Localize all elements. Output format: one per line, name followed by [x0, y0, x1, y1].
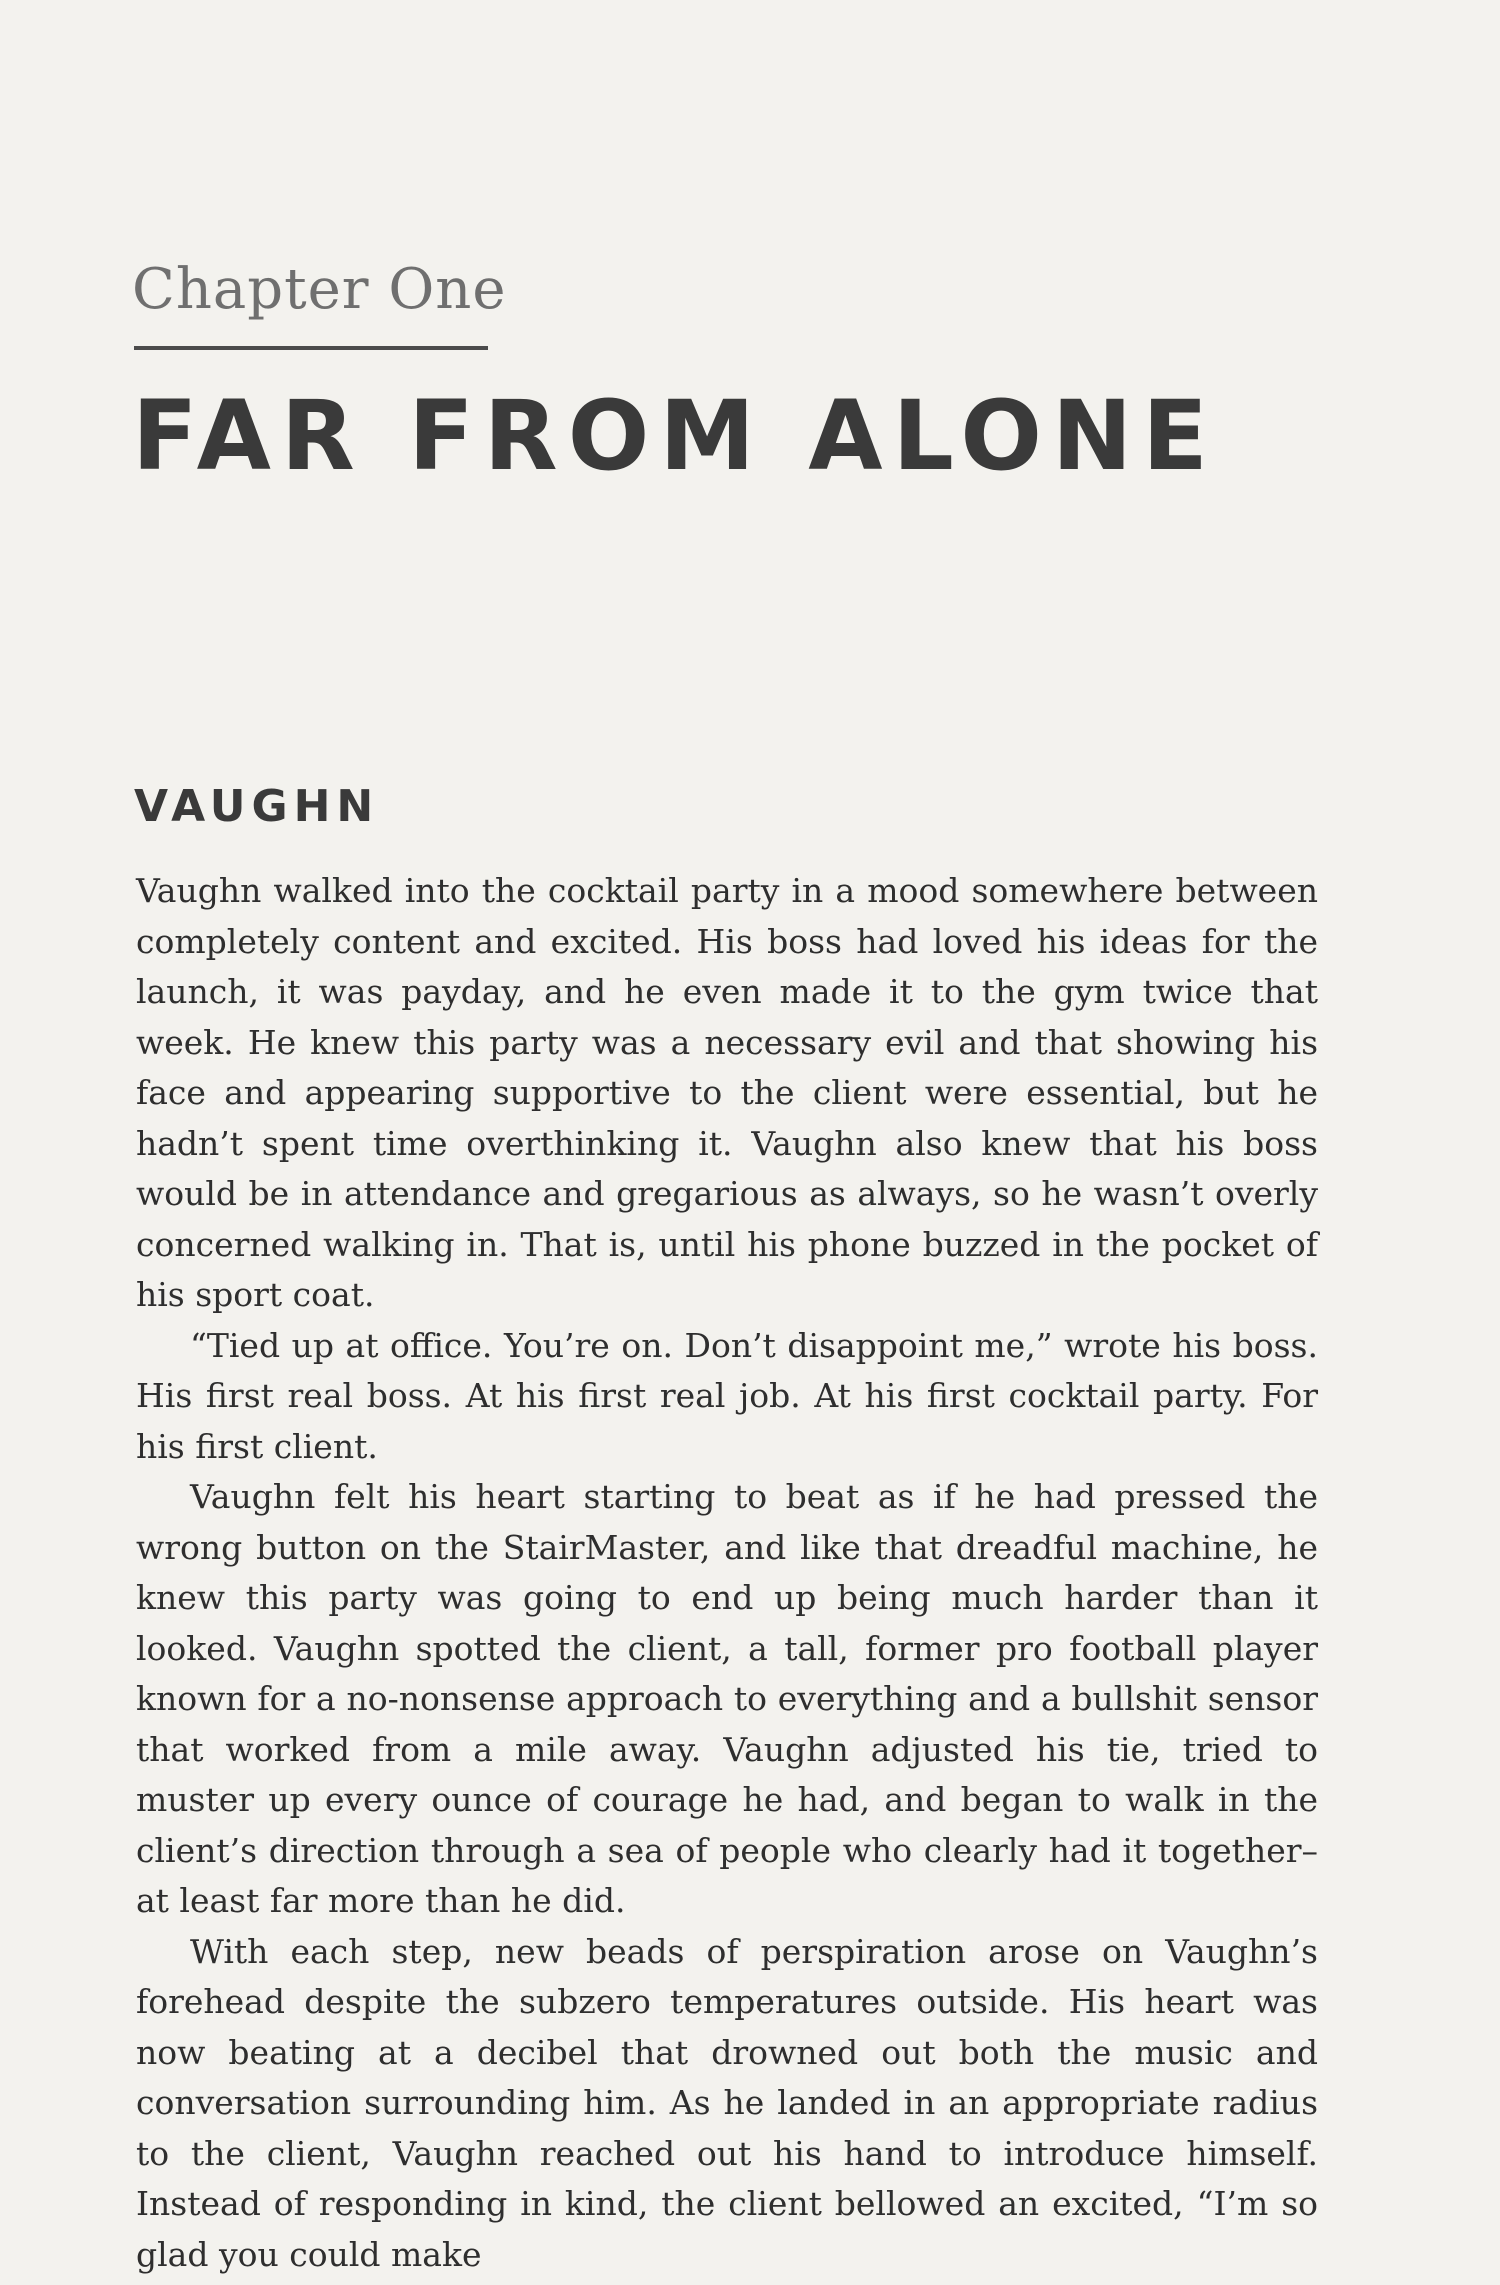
body-text: [136, 866, 1318, 2280]
chapter-title: FAR FROM ALONE: [132, 380, 1218, 492]
paragraph: Vaughn felt his heart starting to beat as if he had pressed the wrong button on the StairMaster, and like that dreadful machine, he knew this party was going to end up being much harder than it looked. Vaughn spotted the client, a tall, former pro football player known for a no-nonsense approach to everything and a bullshit sensor that worked from a mile away. Vaughn adjusted his tie, tried to muster up every ounce of courage he had, and began to walk in the client’s direction through a sea of people who clearly had it together–at least far more than he did.: [136, 1477, 1318, 1920]
chapter-divider: [134, 346, 488, 350]
chapter-label: Chapter One: [132, 257, 507, 322]
paragraph: With each step, new beads of perspiration arose on Vaughn’s forehead despite the subzero temperatures outside. His heart was now beating at a decibel that drowned out both the music and conversation surrounding him. As he landed in an appropriate radius to the client, Vaughn reached out his hand to introduce himself. Instead of responding in kind, the client bellowed an excited, “I’m so glad you could make: [136, 1931, 1318, 2274]
section-heading: VAUGHN: [134, 781, 380, 832]
paragraph: Vaughn walked into the cocktail party in a mood somewhere between completely content and excited. His boss had loved his ideas for the launch, it was payday, and he even made it to the gym twice that week. He knew this party was a necessary evil and that showing his face and appearing supportive to the client were essential, but he hadn’t spent time overthinking it. Vaughn also knew that his boss would be in attendance and gregarious as always, so he wasn’t overly concerned walking in. That is, until his phone buzzed in the pocket of his sport coat.: [136, 871, 1318, 1314]
paragraph: “Tied up at office. You’re on. Don’t disappoint me,” wrote his boss. His first real boss. At his first real job. At his first cocktail party. For his first client.: [136, 1325, 1318, 1466]
